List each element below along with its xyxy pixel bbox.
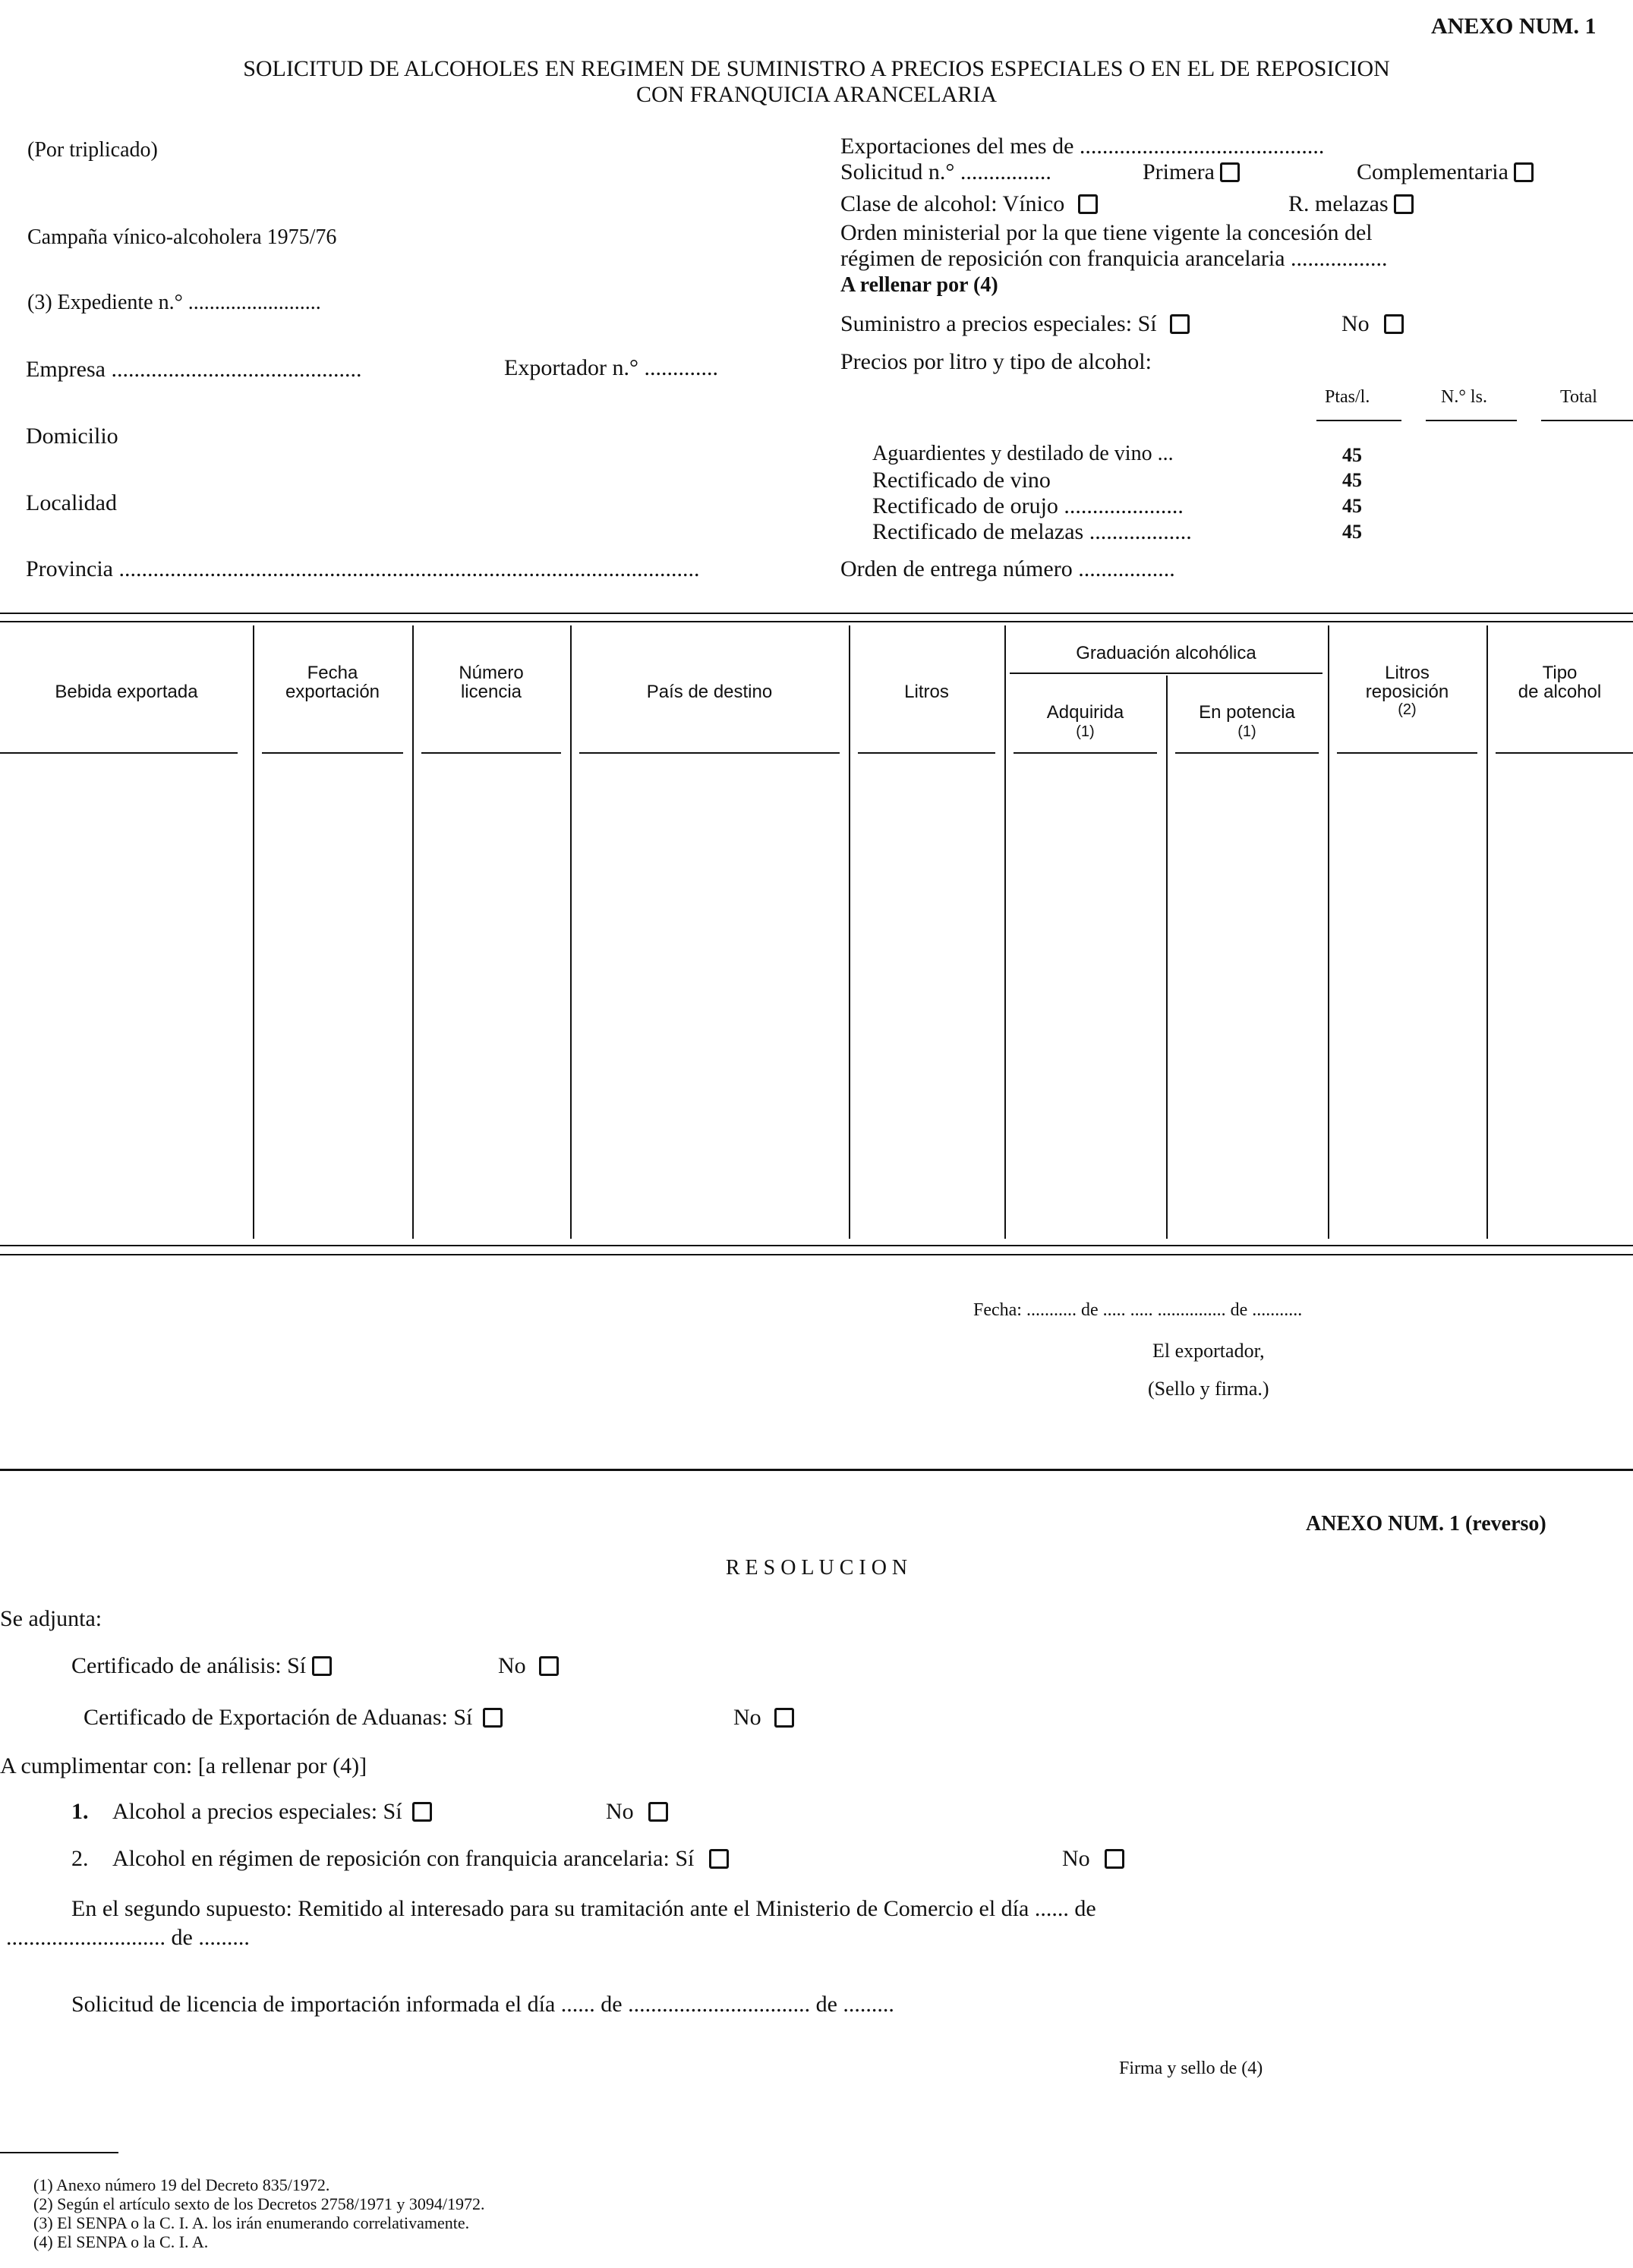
th-underline: [579, 752, 840, 754]
domicilio-label: Domicilio: [26, 424, 118, 449]
complementaria-label: Complementaria: [1357, 159, 1508, 184]
col-ptas-rule: [1316, 420, 1401, 421]
exportador-signature-label: El exportador,: [1152, 1340, 1265, 1362]
th-graduacion: Graduación alcohólica: [1076, 643, 1256, 663]
th-fecha-2: exportación: [285, 682, 380, 702]
item1-no-label: No: [606, 1799, 634, 1824]
item2-no-checkbox[interactable]: [1105, 1849, 1124, 1869]
table-top-rule: [0, 613, 1633, 614]
melazas-option[interactable]: [1288, 191, 1414, 217]
col-nls: N.° ls.: [1441, 387, 1487, 407]
primera-option[interactable]: [1143, 159, 1240, 185]
th-litros-rep-2: reposición: [1365, 682, 1449, 702]
price-row-value: 45: [1342, 469, 1362, 491]
col-divider: [412, 625, 414, 1239]
graduacion-rule: [1010, 673, 1322, 674]
resolucion-title: R E S O L U C I O N: [725, 1556, 908, 1580]
th-underline: [1014, 752, 1157, 754]
th-bebida: Bebida exportada: [55, 682, 198, 702]
th-pais: País de destino: [646, 682, 773, 702]
primera-label: Primera: [1143, 159, 1215, 184]
section-divider: [0, 1469, 1633, 1471]
annex-reverse-label: ANEXO NUM. 1 (reverso): [1306, 1512, 1546, 1536]
th-tipo-2: de alcohol: [1518, 682, 1602, 702]
sello-label: (Sello y firma.): [1148, 1378, 1269, 1400]
item2-no-label: No: [1062, 1846, 1090, 1871]
cert-export-no-option[interactable]: [733, 1705, 794, 1731]
segundo-supuesto-line-2: ............................ de .........: [6, 1925, 250, 1950]
orden-entrega-field: Orden de entrega número .................: [840, 556, 1175, 581]
complementaria-checkbox[interactable]: [1514, 162, 1534, 182]
cert-export-no-label: No: [733, 1705, 761, 1730]
price-row-label: Rectificado de vino: [872, 468, 1051, 493]
th-underline: [421, 752, 561, 754]
clase-option[interactable]: [840, 191, 1098, 217]
primera-checkbox[interactable]: [1220, 162, 1240, 182]
price-row-value: 45: [1342, 495, 1362, 517]
item2-si-checkbox[interactable]: [709, 1849, 729, 1869]
item1-number: 1.: [71, 1799, 89, 1824]
title-line-2: CON FRANQUICIA ARANCELARIA: [635, 82, 998, 107]
table-bottom-rule: [0, 1245, 1633, 1246]
item1-option[interactable]: [112, 1799, 432, 1825]
rellenar-label: A rellenar por (4): [840, 273, 998, 297]
col-total-rule: [1541, 420, 1633, 421]
segundo-supuesto-line-1: En el segundo supuesto: Remitido al interesado para su tramitación ante el Ministerio de Comercio el día ...... de: [71, 1896, 1096, 1921]
th-tipo-1: Tipo: [1542, 663, 1578, 683]
col-divider: [849, 625, 850, 1239]
solicitud-licencia-field: Solicitud de licencia de importación informada el día ...... de ................................ de .........: [71, 1992, 894, 2017]
th-potencia: En potencia: [1199, 702, 1295, 723]
item1-label: Alcohol a precios especiales: Sí: [112, 1799, 402, 1824]
th-underline: [1337, 752, 1477, 754]
price-row-label: Rectificado de orujo .....................: [872, 493, 1184, 518]
th-underline: [1175, 752, 1319, 754]
price-row-label: Rectificado de melazas ..................: [872, 519, 1192, 544]
suministro-option[interactable]: [840, 311, 1190, 337]
price-row-value: 45: [1342, 444, 1362, 466]
item2-label: Alcohol en régimen de reposición con franquicia arancelaria: Sí: [112, 1846, 695, 1871]
price-row-value: 45: [1342, 521, 1362, 543]
cert-analisis-no-label: No: [498, 1653, 526, 1678]
item2-option[interactable]: [112, 1846, 729, 1872]
cert-analisis-option[interactable]: [71, 1653, 332, 1679]
col-nls-rule: [1426, 420, 1517, 421]
th-underline: [262, 752, 403, 754]
table-top-rule-2: [0, 621, 1633, 622]
por-triplicado: (Por triplicado): [27, 138, 158, 162]
title-line-1: SOLICITUD DE ALCOHOLES EN REGIMEN DE SUMINISTRO A PRECIOS ESPECIALES O EN EL DE REPOSICION: [243, 56, 1390, 81]
th-underline: [0, 752, 238, 754]
th-adquirida-note: (1): [1076, 723, 1095, 740]
suministro-no-label: No: [1341, 311, 1370, 336]
item1-no-checkbox[interactable]: [648, 1802, 668, 1822]
th-potencia-note: (1): [1237, 723, 1256, 740]
footnote: (3) El SENPA o la C. I. A. los irán enumerando correlativamente.: [33, 2213, 470, 2232]
localidad-label: Localidad: [26, 490, 117, 515]
cert-export-no-checkbox[interactable]: [774, 1708, 794, 1728]
item2-no-option[interactable]: [1062, 1846, 1124, 1872]
th-underline: [858, 752, 995, 754]
cert-analisis-no-option[interactable]: [498, 1653, 559, 1679]
th-litros: Litros: [904, 682, 949, 702]
footnote: (1) Anexo número 19 del Decreto 835/1972.: [33, 2175, 330, 2194]
melazas-checkbox[interactable]: [1394, 194, 1414, 214]
empresa-field: Empresa ............................................: [26, 357, 362, 382]
item2-number: 2.: [71, 1846, 89, 1871]
annex-label: ANEXO NUM. 1: [1431, 14, 1597, 39]
fecha-field: Fecha: ........... de ..... ..... ............... de ...........: [973, 1300, 1303, 1320]
th-numero-1: Número: [459, 663, 524, 683]
th-adquirida: Adquirida: [1046, 702, 1124, 723]
cert-analisis-si-checkbox[interactable]: [312, 1656, 332, 1676]
col-divider: [1486, 625, 1488, 1239]
cert-analisis-no-checkbox[interactable]: [539, 1656, 559, 1676]
item1-no-option[interactable]: [606, 1799, 668, 1825]
orden-line-2: régimen de reposición con franquicia arancelaria .................: [840, 246, 1388, 271]
col-divider: [1166, 676, 1168, 1239]
provincia-field: Provincia ......................................................................................................: [26, 556, 700, 581]
exportaciones-field: Exportaciones del mes de ...........................................: [840, 134, 1325, 159]
price-row-label: Aguardientes y destilado de vino ...: [872, 442, 1174, 465]
col-ptas: Ptas/l.: [1325, 387, 1370, 407]
th-numero-2: licencia: [460, 682, 522, 702]
col-total: Total: [1560, 387, 1597, 407]
se-adjunta: Se adjunta:: [0, 1606, 102, 1631]
precios-label: Precios por litro y tipo de alcohol:: [840, 349, 1152, 374]
clase-label: Clase de alcohol: Vínico: [840, 191, 1065, 216]
suministro-no-option[interactable]: [1341, 311, 1404, 337]
cert-export-si-checkbox[interactable]: [483, 1708, 503, 1728]
cumplimentar-label: A cumplimentar con: [a rellenar por (4)]: [0, 1753, 367, 1778]
col-divider: [570, 625, 572, 1239]
vinico-checkbox[interactable]: [1078, 194, 1098, 214]
footnote: (4) El SENPA o la C. I. A.: [33, 2232, 209, 2251]
footnote: (2) Según el artículo sexto de los Decretos 2758/1971 y 3094/1972.: [33, 2194, 485, 2213]
suministro-si-checkbox[interactable]: [1170, 314, 1190, 334]
expediente-field: (3) Expediente n.° .........................: [27, 291, 321, 314]
complementaria-option[interactable]: [1357, 159, 1534, 185]
item1-si-checkbox[interactable]: [412, 1802, 432, 1822]
cert-export-label: Certificado de Exportación de Aduanas: Sí: [84, 1705, 473, 1730]
firma-sello-label: Firma y sello de (4): [1119, 2059, 1263, 2078]
orden-line-1: Orden ministerial por la que tiene vigente la concesión del: [840, 220, 1373, 245]
cert-analisis-label: Certificado de análisis: Sí: [71, 1653, 307, 1678]
suministro-no-checkbox[interactable]: [1384, 314, 1404, 334]
footnote-rule: [0, 2152, 118, 2153]
suministro-label: Suministro a precios especiales: Sí: [840, 311, 1157, 336]
th-litros-rep-note: (2): [1398, 701, 1417, 718]
col-divider: [253, 625, 254, 1239]
melazas-label: R. melazas: [1288, 191, 1389, 216]
campana: Campaña vínico-alcoholera 1975/76: [27, 225, 337, 249]
table-bottom-rule-2: [0, 1254, 1633, 1255]
th-underline: [1496, 752, 1633, 754]
solicitud-field: Solicitud n.° ................: [840, 159, 1051, 184]
th-fecha-1: Fecha: [307, 663, 358, 683]
th-litros-rep-1: Litros: [1385, 663, 1430, 683]
cert-export-option[interactable]: [84, 1705, 503, 1731]
exportador-field: Exportador n.° .............: [504, 355, 718, 380]
